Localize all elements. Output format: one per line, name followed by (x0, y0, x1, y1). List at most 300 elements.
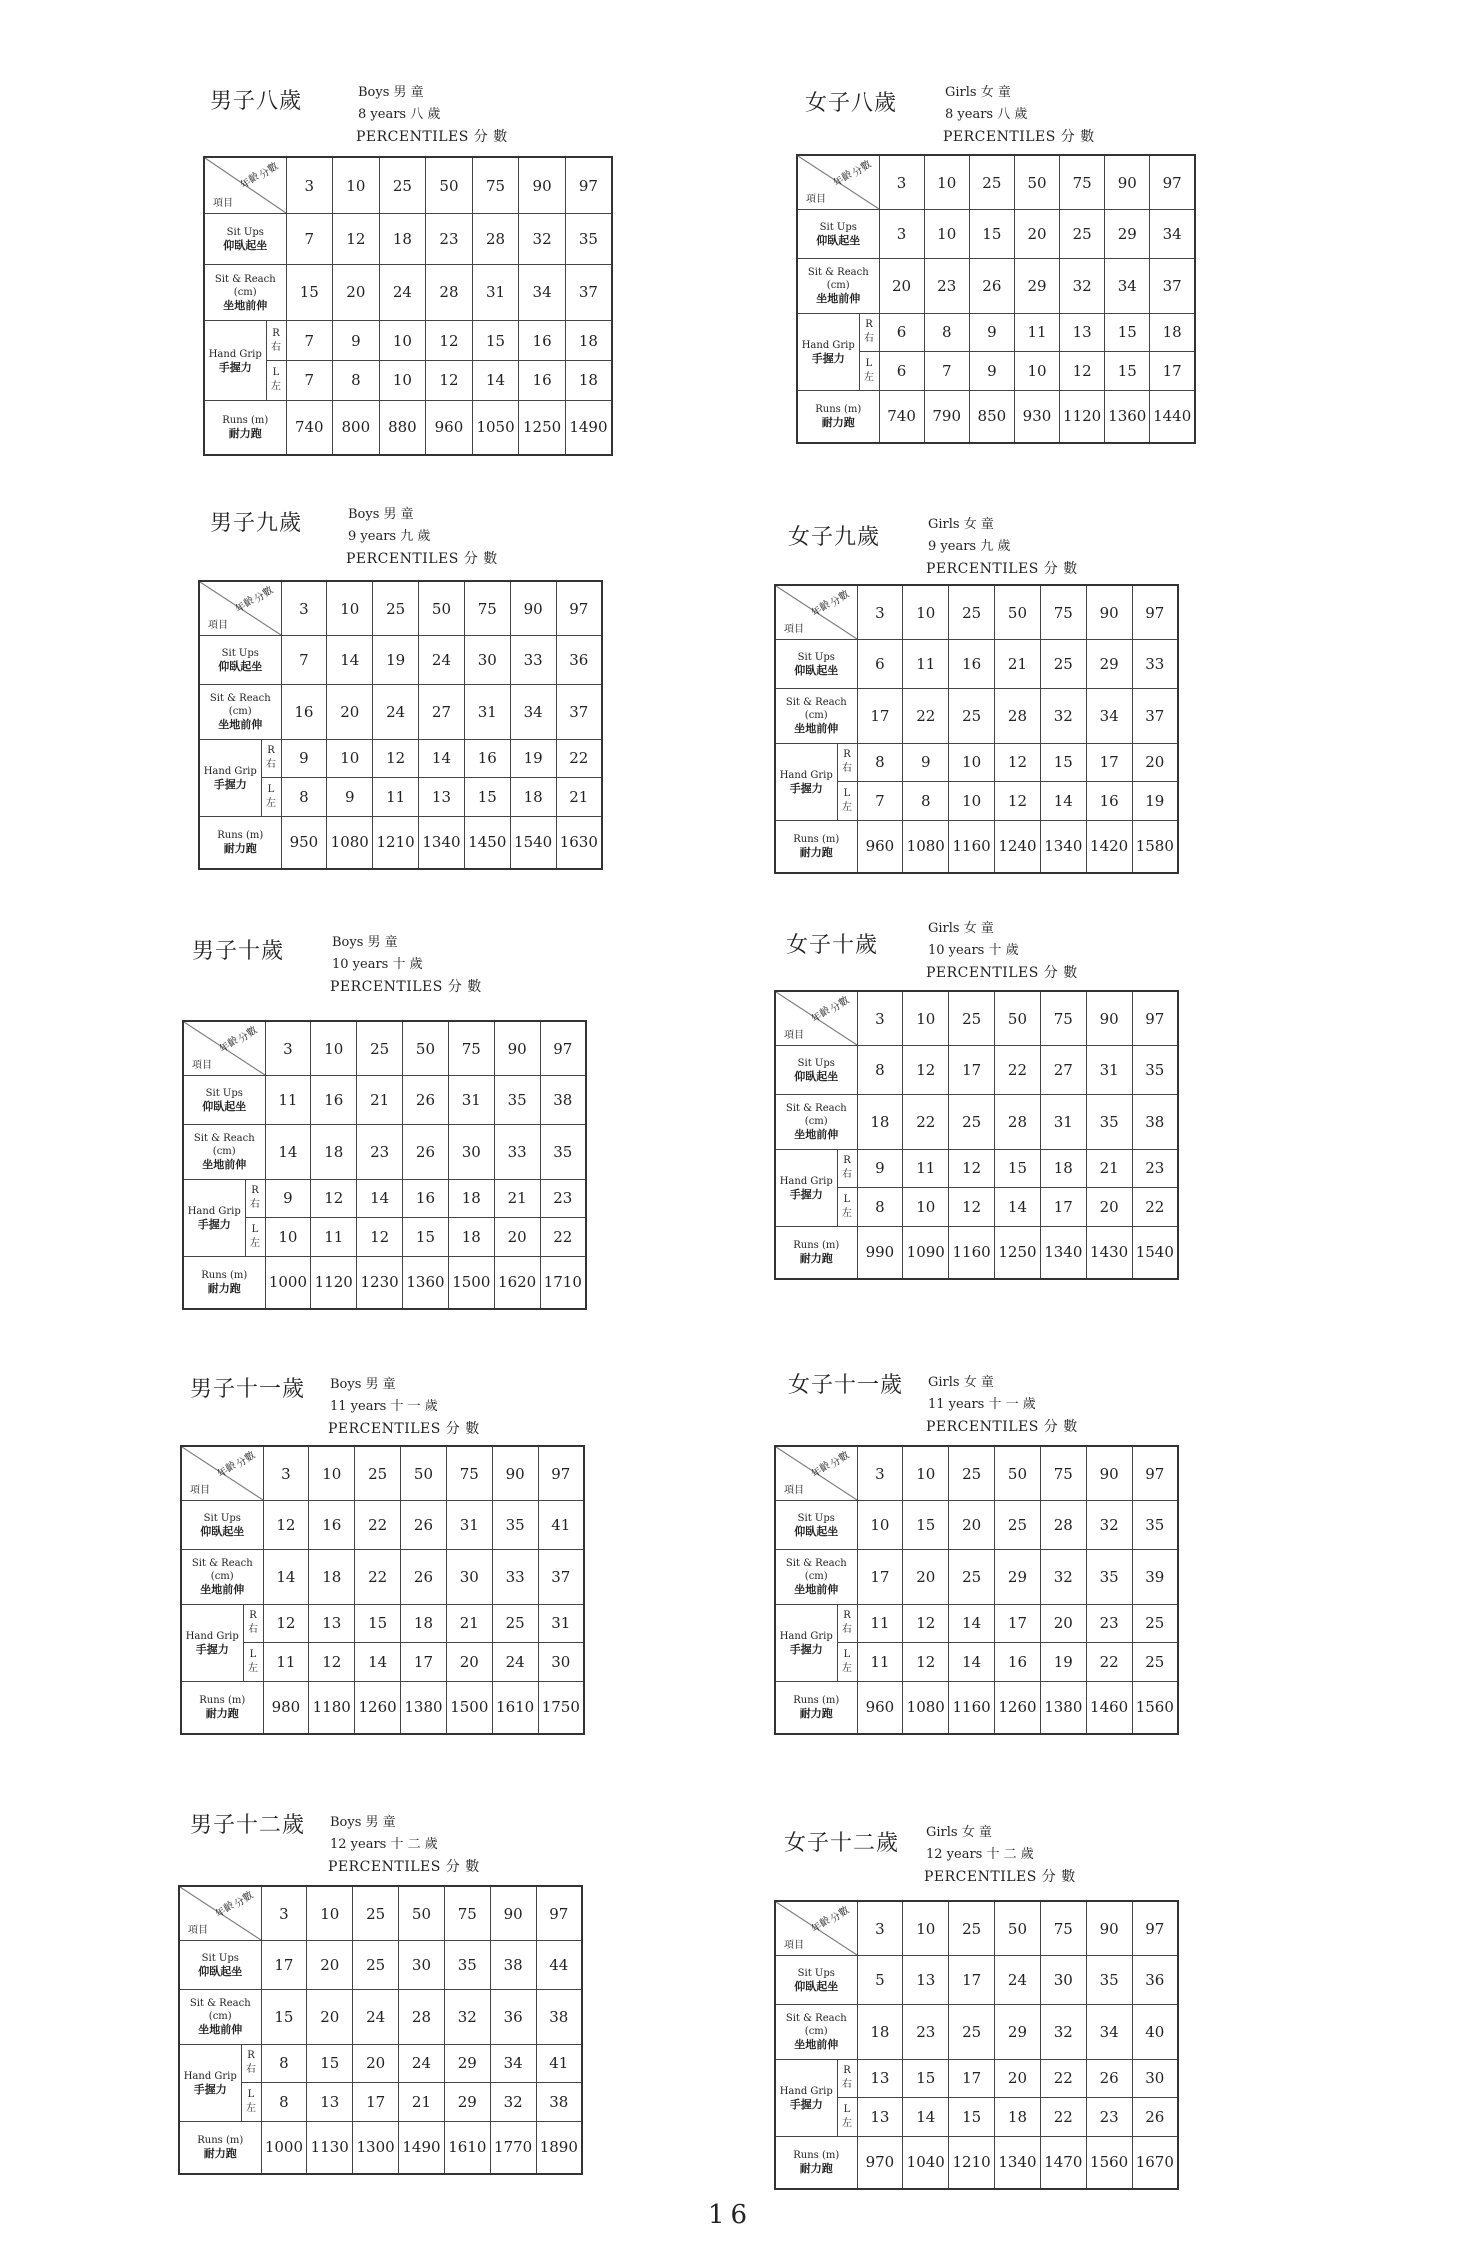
value-cell: 14 (949, 1643, 995, 1682)
corner-cell (204, 157, 286, 214)
value-cell: 18 (448, 1179, 494, 1218)
value-cell: 8 (261, 2044, 307, 2083)
row-label-cn: 坐地前伸 (794, 2038, 839, 2052)
value-cell: 15 (403, 1218, 449, 1257)
value-cell: 12 (357, 1218, 403, 1257)
corner-item-label: 項目 (784, 1030, 804, 1042)
value-cell: 23 (426, 214, 473, 264)
value-cell: 23 (357, 1124, 403, 1179)
value-cell: 32 (1086, 1501, 1132, 1550)
value-cell: 17 (949, 1956, 995, 2005)
right-hand-label: R 右 (245, 1179, 265, 1218)
percentile-header: 90 (1086, 991, 1132, 1046)
value-cell: 23 (540, 1179, 586, 1218)
age-label: 9 years 九 歲 (928, 539, 1011, 554)
value-cell: 31 (472, 264, 519, 321)
value-cell: 20 (903, 1549, 949, 1604)
row-label-cn: 仰臥起坐 (816, 234, 861, 248)
sitreach-row (179, 1989, 582, 2044)
value-cell: 1490 (399, 2121, 445, 2174)
value-cell: 10 (924, 210, 969, 259)
value-cell: 18 (565, 321, 612, 361)
value-cell: 1380 (401, 1681, 447, 1734)
value-cell: 22 (995, 1046, 1041, 1095)
value-cell: 22 (355, 1501, 401, 1550)
percentile-header: 75 (1040, 585, 1086, 640)
table-title-cn: 男子九歲 (210, 511, 303, 536)
right-hand-label: R 右 (241, 2044, 261, 2083)
value-cell: 1460 (1086, 1681, 1132, 1734)
value-cell: 31 (1086, 1046, 1132, 1095)
value-cell: 25 (949, 1549, 995, 1604)
value-cell: 10 (903, 1188, 949, 1227)
value-cell: 31 (464, 684, 510, 739)
corner-score-label: 分數 (850, 158, 873, 180)
value-cell: 41 (536, 2044, 582, 2083)
value-cell: 31 (448, 1076, 494, 1125)
row-label (775, 1149, 837, 1226)
value-cell: 14 (265, 1124, 311, 1179)
value-cell: 16 (519, 321, 566, 361)
corner-cell (775, 585, 857, 640)
value-cell: 17 (949, 2059, 995, 2098)
sitreach-row (775, 688, 1178, 743)
corner-age-label: 年齡 (809, 1459, 833, 1481)
corner-age-label: 年齡 (238, 170, 262, 192)
value-cell: 20 (1086, 1188, 1132, 1227)
grip-right-row (775, 743, 1178, 782)
value-cell: 790 (924, 390, 969, 443)
percentiles-caption: PERCENTILES 分 數 (346, 551, 498, 567)
value-cell: 12 (949, 1188, 995, 1227)
value-cell: 22 (1086, 1643, 1132, 1682)
situps-row (775, 1501, 1178, 1550)
run-row (797, 390, 1195, 443)
table-meta (945, 82, 1095, 148)
corner-item-label: 項目 (188, 1925, 208, 1937)
row-label-en: Hand Grip (185, 1630, 239, 1642)
value-cell: 15 (903, 2059, 949, 2098)
value-cell: 11 (263, 1643, 309, 1682)
value-cell: 18 (510, 778, 556, 817)
row-label-cn: 耐力跑 (799, 2162, 833, 2176)
row-label-cn: 坐地前伸 (816, 292, 861, 306)
corner-cell (775, 1901, 857, 1956)
value-cell: 24 (399, 2044, 445, 2083)
value-cell: 1340 (1040, 820, 1086, 873)
value-cell: 17 (1150, 352, 1195, 391)
sitreach-row (183, 1124, 586, 1179)
table-title-cn: 男子八歲 (210, 89, 303, 114)
corner-age-label: 年齡 (809, 1914, 833, 1936)
value-cell: 800 (333, 400, 380, 455)
value-cell: 28 (472, 214, 519, 264)
value-cell: 12 (263, 1604, 309, 1643)
value-cell: 1340 (1040, 1226, 1086, 1279)
percentile-table (774, 584, 1179, 874)
row-label-en: Hand Grip (187, 1205, 241, 1217)
corner-cell (797, 155, 879, 210)
value-cell: 21 (556, 778, 602, 817)
value-cell: 18 (311, 1124, 357, 1179)
row-label-en: Hand Grip (801, 339, 855, 351)
value-cell: 18 (309, 1549, 355, 1604)
value-cell: 8 (924, 313, 969, 352)
value-cell: 27 (1040, 1046, 1086, 1095)
value-cell: 44 (536, 1941, 582, 1990)
percentile-header: 90 (1086, 1901, 1132, 1956)
value-cell: 17 (995, 1604, 1041, 1643)
table-meta (358, 82, 508, 148)
value-cell: 12 (903, 1604, 949, 1643)
value-cell: 16 (311, 1076, 357, 1125)
row-label-cn: 坐地前伸 (794, 722, 839, 736)
value-cell: 29 (444, 2044, 490, 2083)
value-cell: 17 (949, 1046, 995, 1095)
row-label (775, 1604, 837, 1681)
value-cell: 20 (949, 1501, 995, 1550)
sitreach-row (199, 684, 602, 739)
value-cell: 12 (903, 1643, 949, 1682)
percentile-header: 50 (419, 581, 465, 636)
value-cell: 1340 (419, 816, 465, 869)
percentile-header: 75 (472, 157, 519, 214)
value-cell: 30 (1132, 2059, 1178, 2098)
percentile-table (178, 1885, 583, 2175)
row-label-cn: 仰臥起坐 (198, 1965, 243, 1979)
value-cell: 25 (949, 2004, 995, 2059)
value-cell: 12 (426, 361, 473, 401)
value-cell: 10 (265, 1218, 311, 1257)
value-cell: 11 (311, 1218, 357, 1257)
value-cell: 12 (309, 1643, 355, 1682)
value-cell: 6 (879, 352, 924, 391)
value-cell: 26 (1086, 2059, 1132, 2098)
value-cell: 21 (995, 640, 1041, 689)
value-cell: 9 (265, 1179, 311, 1218)
header-row (183, 1021, 586, 1076)
value-cell: 38 (540, 1076, 586, 1125)
percentile-header: 10 (924, 155, 969, 210)
row-label (181, 1604, 243, 1681)
corner-age-label: 年齡 (831, 168, 855, 190)
value-cell: 40 (1132, 2004, 1178, 2059)
gender-label: Girls 女 童 (928, 1375, 994, 1390)
value-cell: 8 (281, 778, 327, 817)
right-hand-label: R 右 (837, 1604, 857, 1643)
header-row (775, 585, 1178, 640)
value-cell: 18 (857, 2004, 903, 2059)
header-row (179, 1886, 582, 1941)
value-cell: 35 (565, 214, 612, 264)
row-label-en: Sit & Reach (cm) (785, 1103, 847, 1128)
corner-score-label: 分數 (234, 1449, 257, 1471)
row-label (199, 684, 281, 739)
situps-row (797, 210, 1195, 259)
value-cell: 14 (1040, 782, 1086, 821)
right-hand-label: R 右 (243, 1604, 263, 1643)
age-label: 9 years 九 歲 (348, 529, 431, 544)
row-label-en: Runs (m) (793, 2150, 840, 2162)
percentiles-caption: PERCENTILES 分 數 (926, 561, 1078, 577)
row-label-cn: 坐地前伸 (794, 1583, 839, 1597)
row-label-en: Runs (m) (222, 415, 269, 427)
row-label (775, 1226, 857, 1279)
header-row (775, 1901, 1178, 1956)
row-label-cn: 耐力跑 (799, 1707, 833, 1721)
value-cell: 9 (327, 778, 373, 817)
value-cell: 880 (379, 400, 426, 455)
value-cell: 1420 (1086, 820, 1132, 873)
value-cell: 18 (448, 1218, 494, 1257)
age-label: 10 years 十 歲 (928, 943, 1019, 958)
value-cell: 25 (1132, 1604, 1178, 1643)
value-cell: 15 (969, 210, 1014, 259)
percentile-header: 90 (492, 1446, 538, 1501)
situps-row (179, 1941, 582, 1990)
grip-left-row (204, 361, 612, 401)
value-cell: 15 (261, 1989, 307, 2044)
value-cell: 7 (286, 321, 333, 361)
value-cell: 20 (1040, 1604, 1086, 1643)
right-hand-label: R 右 (859, 313, 879, 352)
left-hand-label: L 左 (837, 1188, 857, 1227)
value-cell: 33 (492, 1549, 538, 1604)
value-cell: 18 (401, 1604, 447, 1643)
grip-right-row (775, 2059, 1178, 2098)
age-label: 11 years 十 一 歲 (330, 1399, 438, 1414)
value-cell: 14 (472, 361, 519, 401)
row-label-cn: 坐地前伸 (794, 1128, 839, 1142)
row-label-en: Hand Grip (779, 1175, 833, 1187)
table-meta (330, 1812, 480, 1878)
row-label-cn: 耐力跑 (205, 1707, 239, 1721)
value-cell: 9 (969, 352, 1014, 391)
percentile-header: 90 (1086, 585, 1132, 640)
row-label (204, 321, 266, 401)
table-meta (928, 1372, 1078, 1438)
value-cell: 35 (1086, 1549, 1132, 1604)
value-cell: 22 (540, 1218, 586, 1257)
value-cell: 15 (464, 778, 510, 817)
value-cell: 20 (353, 2044, 399, 2083)
value-cell: 36 (1132, 1956, 1178, 2005)
row-label (797, 258, 879, 313)
value-cell: 35 (1132, 1501, 1178, 1550)
age-label: 8 years 八 歲 (945, 107, 1028, 122)
value-cell: 19 (1132, 782, 1178, 821)
row-label-cn: 手握力 (193, 2082, 227, 2096)
row-label-en: Hand Grip (779, 769, 833, 781)
value-cell: 28 (399, 1989, 445, 2044)
value-cell: 1080 (327, 816, 373, 869)
run-row (183, 1256, 586, 1309)
value-cell: 26 (401, 1549, 447, 1604)
value-cell: 15 (949, 2098, 995, 2137)
value-cell: 25 (492, 1604, 538, 1643)
percentile-table (182, 1020, 587, 1310)
value-cell: 8 (857, 743, 903, 782)
value-cell: 32 (490, 2083, 536, 2122)
percentile-header: 97 (1132, 991, 1178, 1046)
value-cell: 37 (556, 684, 602, 739)
row-label (775, 2059, 837, 2136)
right-hand-label: R 右 (837, 2059, 857, 2098)
value-cell: 32 (1060, 258, 1105, 313)
value-cell: 1180 (309, 1681, 355, 1734)
value-cell: 10 (949, 743, 995, 782)
run-row (775, 1681, 1178, 1734)
value-cell: 26 (969, 258, 1014, 313)
value-cell: 20 (307, 1989, 353, 2044)
corner-item-label: 項目 (784, 1940, 804, 1952)
value-cell: 950 (281, 816, 327, 869)
percentile-header: 90 (1086, 1446, 1132, 1501)
value-cell: 1560 (1086, 2136, 1132, 2189)
left-hand-label: L 左 (837, 2098, 857, 2137)
grip-right-row (183, 1179, 586, 1218)
value-cell: 7 (281, 636, 327, 685)
value-cell: 12 (426, 321, 473, 361)
percentile-table (774, 1900, 1179, 2190)
value-cell: 28 (995, 1094, 1041, 1149)
percentile-header: 3 (879, 155, 924, 210)
row-label-en: Sit Ups (797, 1513, 835, 1525)
table-title-cn: 女子十二歲 (784, 1831, 900, 1856)
row-label-cn: 坐地前伸 (200, 1583, 245, 1597)
value-cell: 26 (403, 1076, 449, 1125)
row-label-en: Hand Grip (779, 1630, 833, 1642)
percentile-header: 50 (995, 585, 1041, 640)
row-label-cn: 仰臥起坐 (794, 1525, 839, 1539)
value-cell: 14 (949, 1604, 995, 1643)
value-cell: 34 (1086, 688, 1132, 743)
percentile-table (774, 990, 1179, 1280)
value-cell: 36 (556, 636, 602, 685)
value-cell: 8 (903, 782, 949, 821)
value-cell: 29 (1105, 210, 1150, 259)
value-cell: 35 (1132, 1046, 1178, 1095)
header-row (797, 155, 1195, 210)
row-label-en: Hand Grip (779, 2085, 833, 2097)
value-cell: 16 (281, 684, 327, 739)
row-label-cn: 手握力 (789, 2097, 823, 2111)
value-cell: 850 (969, 390, 1014, 443)
value-cell: 23 (1086, 1604, 1132, 1643)
value-cell: 20 (307, 1941, 353, 1990)
corner-cell (181, 1446, 263, 1501)
percentile-header: 10 (307, 1886, 353, 1941)
row-label (204, 400, 286, 455)
value-cell: 1620 (494, 1256, 540, 1309)
value-cell: 16 (949, 640, 995, 689)
percentile-header: 25 (353, 1886, 399, 1941)
row-label-en: Runs (m) (201, 1270, 248, 1282)
row-label-en: Sit Ups (797, 652, 835, 664)
percentile-table (198, 580, 603, 870)
value-cell: 1430 (1086, 1226, 1132, 1279)
value-cell: 13 (857, 2098, 903, 2137)
row-label-cn: 坐地前伸 (198, 2023, 243, 2037)
value-cell: 15 (307, 2044, 353, 2083)
value-cell: 31 (446, 1501, 492, 1550)
value-cell: 31 (538, 1604, 584, 1643)
left-hand-label: L 左 (837, 782, 857, 821)
value-cell: 17 (857, 688, 903, 743)
value-cell: 17 (401, 1643, 447, 1682)
row-label-cn: 耐力跑 (821, 416, 855, 430)
row-label (797, 313, 859, 390)
percentiles-caption: PERCENTILES 分 數 (924, 1869, 1076, 1885)
percentiles-caption: PERCENTILES 分 數 (943, 129, 1095, 145)
percentile-header: 3 (281, 581, 327, 636)
value-cell: 15 (355, 1604, 401, 1643)
table-meta (928, 514, 1078, 580)
value-cell: 990 (857, 1226, 903, 1279)
corner-item-label: 項目 (190, 1485, 210, 1497)
row-label-cn: 手握力 (789, 1187, 823, 1201)
value-cell: 14 (263, 1549, 309, 1604)
value-cell: 20 (333, 264, 380, 321)
row-label-en: Runs (m) (815, 404, 862, 416)
value-cell: 37 (565, 264, 612, 321)
age-label: 11 years 十 一 歲 (928, 1397, 1036, 1412)
value-cell: 1500 (448, 1256, 494, 1309)
gender-label: Boys 男 童 (358, 85, 424, 100)
value-cell: 18 (379, 214, 426, 264)
value-cell: 14 (419, 739, 465, 778)
value-cell: 1080 (903, 820, 949, 873)
percentile-header: 50 (995, 1446, 1041, 1501)
value-cell: 33 (510, 636, 556, 685)
value-cell: 30 (1040, 1956, 1086, 2005)
value-cell: 34 (510, 684, 556, 739)
row-label (775, 2136, 857, 2189)
value-cell: 1360 (1105, 390, 1150, 443)
value-cell: 13 (307, 2083, 353, 2122)
value-cell: 10 (857, 1501, 903, 1550)
gender-label: Boys 男 童 (330, 1377, 396, 1392)
row-label (179, 2044, 241, 2121)
percentiles-caption: PERCENTILES 分 數 (330, 979, 482, 995)
value-cell: 20 (879, 258, 924, 313)
value-cell: 25 (949, 1094, 995, 1149)
corner-age-label: 年齡 (233, 594, 257, 616)
percentile-header: 10 (333, 157, 380, 214)
value-cell: 35 (494, 1076, 540, 1125)
sitreach-row (775, 1549, 1178, 1604)
value-cell: 41 (538, 1501, 584, 1550)
value-cell: 27 (419, 684, 465, 739)
value-cell: 32 (1040, 2004, 1086, 2059)
row-label-en: Sit Ups (797, 1968, 835, 1980)
value-cell: 970 (857, 2136, 903, 2189)
value-cell: 1770 (490, 2121, 536, 2174)
percentile-header: 50 (401, 1446, 447, 1501)
value-cell: 10 (379, 321, 426, 361)
percentile-header: 75 (444, 1886, 490, 1941)
row-label (775, 1549, 857, 1604)
row-label (797, 210, 879, 259)
percentile-header: 90 (1105, 155, 1150, 210)
value-cell: 20 (494, 1218, 540, 1257)
right-hand-label: R 右 (837, 743, 857, 782)
percentile-header: 97 (536, 1886, 582, 1941)
percentile-table (796, 154, 1196, 444)
value-cell: 980 (263, 1681, 309, 1734)
run-row (179, 2121, 582, 2174)
corner-score-label: 分數 (257, 160, 280, 182)
